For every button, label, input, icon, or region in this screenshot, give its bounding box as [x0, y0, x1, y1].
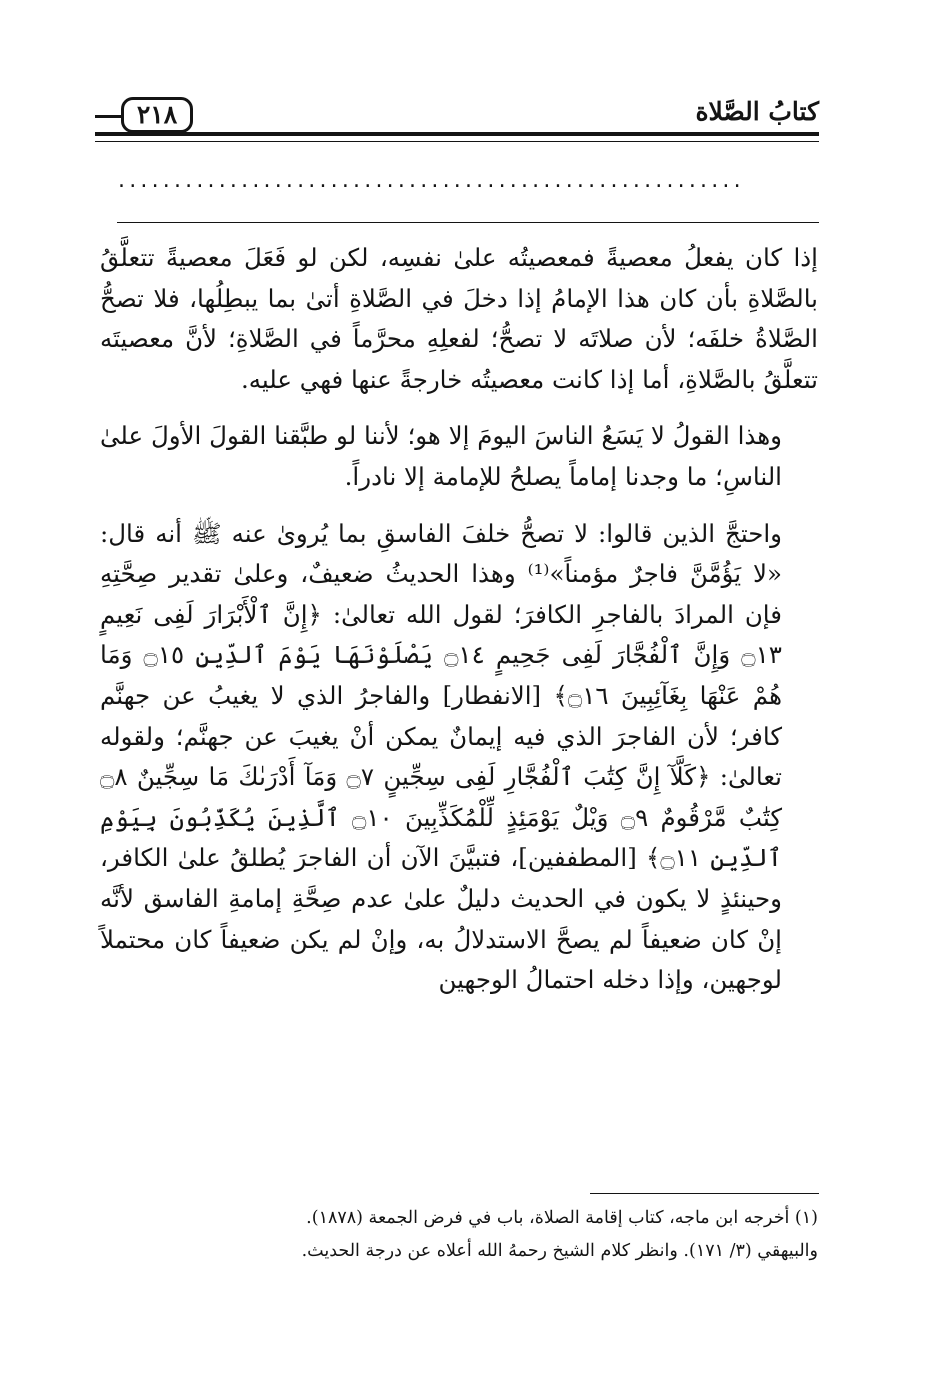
footnotes — [100, 1202, 818, 1268]
page-header — [95, 95, 819, 147]
header-rule-thin — [95, 141, 819, 142]
continuation-dots: ........................................................ — [118, 168, 745, 192]
header-rule-short — [95, 115, 121, 118]
footnote-line: والبيهقي (٣/ ١٧١). وانظر كلام الشيخ رحمهُ الله أعلاه عن درجة الحديث. — [301, 1241, 818, 1261]
paragraph: وهذا القولُ لا يَسَعُ الناسَ اليومَ إلا هو؛ لأننا لو طبَّقنا القولَ الأولَ علىٰ الناسِ؛ ما وجدنا إماماً يصلحُ للإمامة إلا نادراً. — [100, 421, 782, 491]
book-title: كتابُ الصَّلاة — [695, 97, 819, 126]
top-separator — [117, 222, 819, 223]
paragraph: إذا كان يفعلُ معصيةً فمعصيتُه علىٰ نفسِه، لكن لو فَعَلَ معصيةً تتعلَّقُ بالصَّلاةِ بأن كان هذا الإمامُ إذا دخلَ في الصَّلاةِ أتىٰ بما يبطِلُها، فلا تصحُّ الصَّلاةُ خلفَه؛ لأن صلاتَه لا تصحُّ؛ لفعلِهِ محرَّماً في الصَّلاةِ؛ لأنَّ معصيتَه تتعلَّقُ بالصَّلاةِ، أما إذا كانت معصيتُه خارجةً عنها فهي عليه. — [100, 243, 818, 394]
footnote-separator — [590, 1193, 819, 1194]
footnote-line: (١) أخرجه ابن ماجه، كتاب إقامة الصلاة، باب في فرض الجمعة (١٨٧٨). — [306, 1208, 818, 1228]
page-number: ٢١٨ — [121, 97, 193, 133]
main-text — [100, 238, 818, 1001]
header-rule-thick — [95, 132, 819, 136]
paragraph: واحتجَّ الذين قالوا: لا تصحُّ خلفَ الفاسقِ بما يُروىٰ عنه ﷺ أنه قال: «لا يَؤُمَّنَّ فاجرٌ مؤمناً»⁽¹⁾ وهذا الحديثُ ضعيفٌ، وعلىٰ تقدير صِحَّتِهِ فإن المرادَ بالفاجرِ الكافرَ؛ لقول الله تعالىٰ: ﴿إِنَّ ٱلْأَبْرَارَ لَفِى نَعِيمٍ ۝١٣ وَإِنَّ ٱلْفُجَّارَ لَفِى جَحِيمٍ ۝١٤ يَصْلَوْنَهَا يَوْمَ ٱلدِّينِ ۝١٥ وَمَا هُمْ عَنْهَا بِغَآئِبِينَ ۝١٦﴾ [الانفطار] والفاجرُ الذي لا يغيبُ عن جهنَّم كافر؛ لأن الفاجرَ الذي فيه إيمانٌ يمكن أنْ يغيبَ عن جهنَّم؛ ولقوله تعالىٰ: ﴿كَلَّآ إِنَّ كِتَٰبَ ٱلْفُجَّارِ لَفِى سِجِّينٍ ۝٧ وَمَآ أَدْرَىٰكَ مَا سِجِّينٌ ۝٨ كِتَٰبٌ مَّرْقُومٌ ۝٩ وَيْلٌ يَوْمَئِذٍ لِّلْمُكَذِّبِينَ ۝١٠ ٱلَّذِينَ يُكَذِّبُونَ بِيَوْمِ ٱلدِّينِ ۝١١﴾ [المطففين]، فتبيَّنَ الآن أن الفاجرَ يُطلقُ علىٰ الكافر، وحينئذٍ لا يكون في الحديث دليلٌ علىٰ عدم صِحَّةِ إمامةِ الفاسق لأنَّه إنْ كان ضعيفاً لم يصحَّ الاستدلالُ به، وإنْ لم يكن ضعيفاً كان محتملاً لوجهين، وإذا دخله احتمالُ الوجهين — [100, 518, 783, 995]
